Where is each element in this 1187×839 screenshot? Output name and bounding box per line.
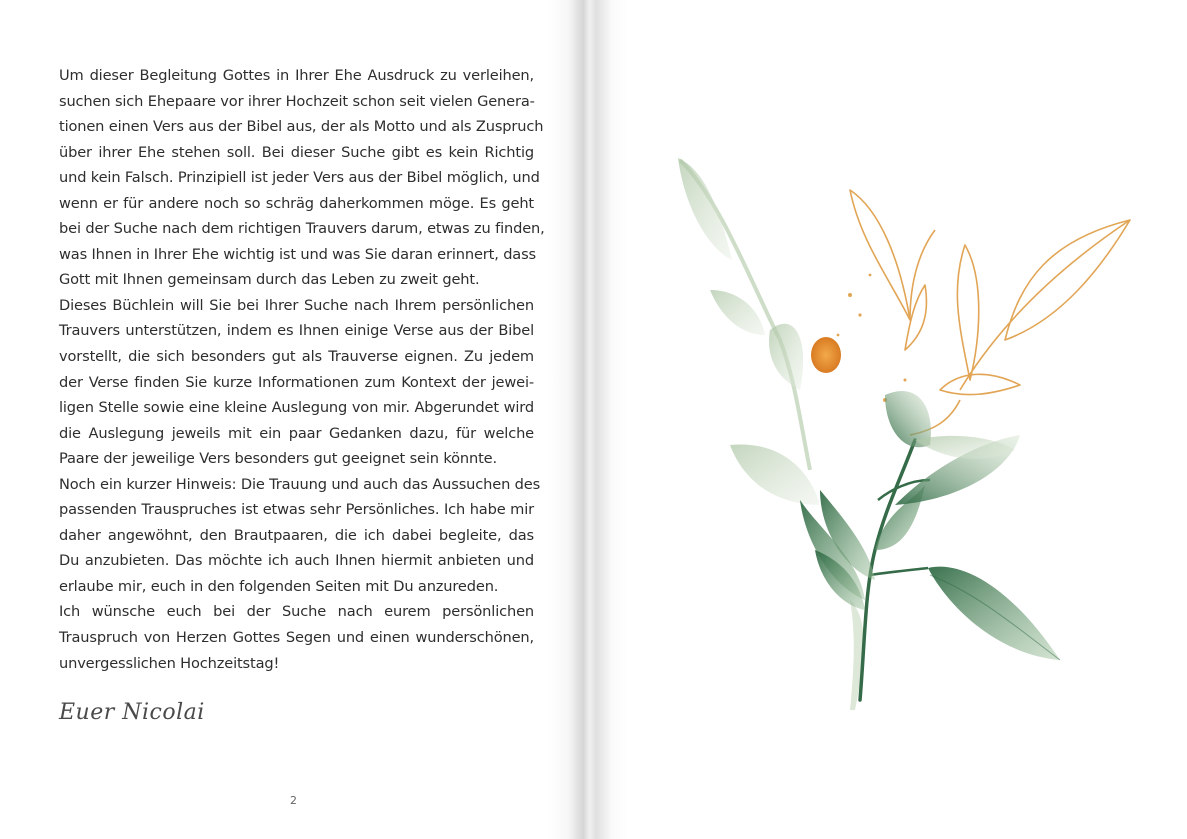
- paragraph-2: [59, 293, 534, 472]
- text-line: suchen sich Ehepaare vor ihrer Hochzeit schon seit vielen Genera-: [59, 92, 535, 110]
- text-line: Gott mit Ihnen gemeinsam durch das Leben zu zweit geht.: [59, 271, 480, 289]
- signature: Euer Nicolai: [59, 700, 205, 725]
- text-line: was Ihnen in Ihrer Ehe wichtig ist und was Sie daran erinnert, dass: [59, 245, 537, 263]
- left-page: [0, 0, 572, 839]
- text-line: über ihrer Ehe stehen soll. Bei dieser Suche gibt es kein Richtig: [59, 143, 534, 161]
- text-line: Trauspruch von Herzen Gottes Segen und einen wunderschönen,: [59, 629, 534, 647]
- pale-sprig: [678, 158, 864, 710]
- text-line: Paare der jeweilige Vers besonders gut geeignet sein könnte.: [59, 450, 498, 468]
- paragraph-4: [59, 599, 534, 676]
- text-line: und kein Falsch. Prinzipiell ist jeder Vers aus der Bibel möglich, und: [59, 169, 540, 187]
- paragraph-1: [59, 63, 545, 293]
- text-line: Noch ein kurzer Hinweis: Die Trauung und auch das Aussuchen des: [59, 475, 541, 493]
- text-line: wenn er für andere noch so schräg daherkommen möge. Es geht: [59, 194, 534, 212]
- text-line: Trauvers unterstützen, indem es Ihnen einige Verse aus der Bibel: [59, 322, 534, 340]
- text-line: unvergesslichen Hochzeitstag!: [59, 654, 280, 672]
- text-line: tionen einen Vers aus der Bibel aus, der als Motto und als Zuspruch: [59, 118, 544, 136]
- green-leaves: [800, 391, 1060, 660]
- text-line: die Auslegung jeweils mit ein paar Gedanken dazu, für welche: [59, 424, 534, 442]
- text-line: Du anzubieten. Das möchte ich auch Ihnen hiermit anbieten und: [59, 552, 534, 570]
- branch-stem: [870, 568, 928, 575]
- text-line: der Verse finden Sie kurze Informationen zum Kontext der jewei-: [59, 373, 534, 391]
- orange-berry: [811, 337, 841, 373]
- text-line: erlaube mir, euch in den folgenden Seiten mit Du anzureden.: [59, 577, 499, 595]
- text-line: Um dieser Begleitung Gottes in Ihrer Ehe Ausdruck zu verleihen,: [59, 67, 534, 84]
- page-number: 2: [290, 794, 297, 807]
- text-line: ligen Stelle sowie eine kleine Auslegung von mir. Abgerundet wird: [59, 399, 534, 417]
- text-line: Dieses Büchlein will Sie bei Ihrer Suche nach Ihrem persönlichen: [59, 296, 534, 314]
- text-line: daher angewöhnt, den Brautpaaren, die ich dabei begleite, das: [59, 526, 534, 544]
- text-line: Ich wünsche euch bei der Suche nach eurem persönlichen: [59, 603, 534, 621]
- watercolor-leaves-illustration: [660, 140, 1150, 720]
- paragraph-3: [59, 472, 541, 600]
- text-line: passenden Trauspruches ist etwas sehr Persönliches. Ich habe mir: [59, 501, 534, 519]
- text-line: bei der Suche nach dem richtigen Trauvers darum, etwas zu finden,: [59, 220, 545, 238]
- body-text: [59, 63, 545, 676]
- text-line: vorstellt, die sich besonders gut als Trauverse eignen. Zu jedem: [59, 348, 534, 366]
- book-gutter-shadow: [548, 0, 628, 839]
